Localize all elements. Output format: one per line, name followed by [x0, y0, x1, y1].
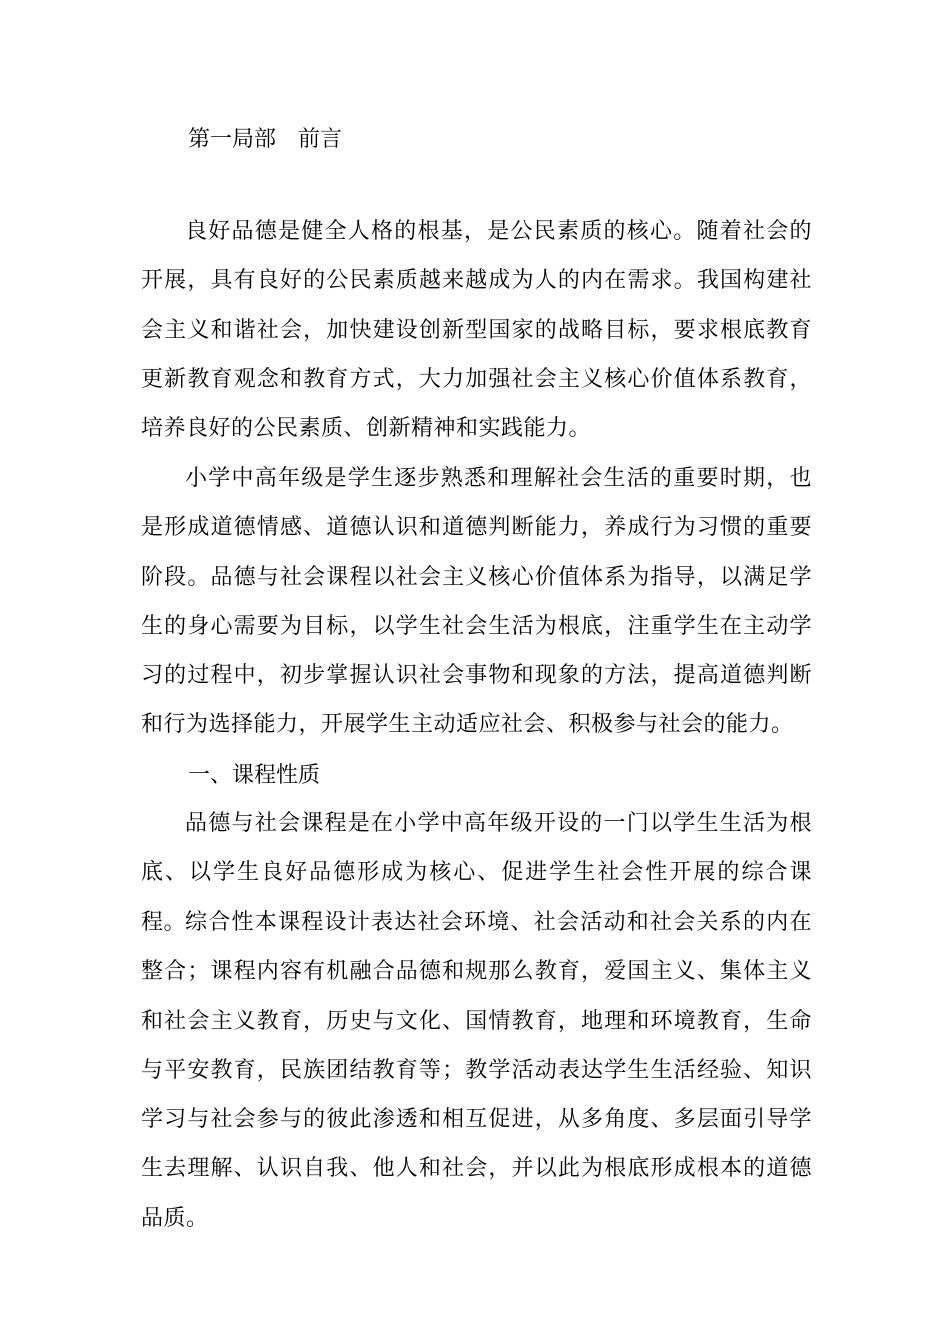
part-subtitle: 前言 [298, 127, 343, 152]
part-heading [188, 126, 342, 154]
part-title: 第一局部 [188, 127, 277, 152]
paragraph-intro: 良好品德是健全人格的根基，是公民素质的核心。随着社会的开展，具有良好的公民素质越来越成为人的内在需求。我国构建社会主义和谐社会，加快建设创新型国家的战略目标，要求根底教育更新教育观念和教育方式，大力加强社会主义核心价值体系教育，培养良好的公民素质、创新精神和实践能力。 [141, 219, 812, 442]
section-heading-course-nature: 一、课程性质 [188, 763, 321, 788]
paragraph-grade-period: 小学中高年级是学生逐步熟悉和理解社会生活的重要时期，也是形成道德情感、道德认识和道德判断能力，养成行为习惯的重要阶段。品德与社会课程以社会主义核心价值体系为指导，以满足学生的身心需要为目标，以学生社会生活为根底，注重学生在主动学习的过程中，初步掌握认识社会事物和现象的方法，提高道德判断和行为选择能力，开展学生主动适应社会、积极参与社会的能力。 [141, 466, 812, 738]
paragraph-comprehensiveness: 综合性本课程设计表达社会环境、社会活动和社会关系的内在整合；课程内容有机融合品德和规那么教育，爱国主义、集体主义和社会主义教育，历史与文化、国情教育，地理和环境教育，生命与平安教育，民族团结教育等；教学活动表达学生生活经验、知识学习与社会参与的彼此渗透和相互促进，从多角度、多层面引导学生去理解、认识自我、他人和社会，并以此为根底形成根本的道德品质。 [141, 910, 812, 1231]
paragraph-course-definition: 品德与社会课程是在小学中高年级开设的一门以学生生活为根底、以学生良好品德形成为核心、促进学生社会性开展的综合课程。 [141, 811, 812, 935]
